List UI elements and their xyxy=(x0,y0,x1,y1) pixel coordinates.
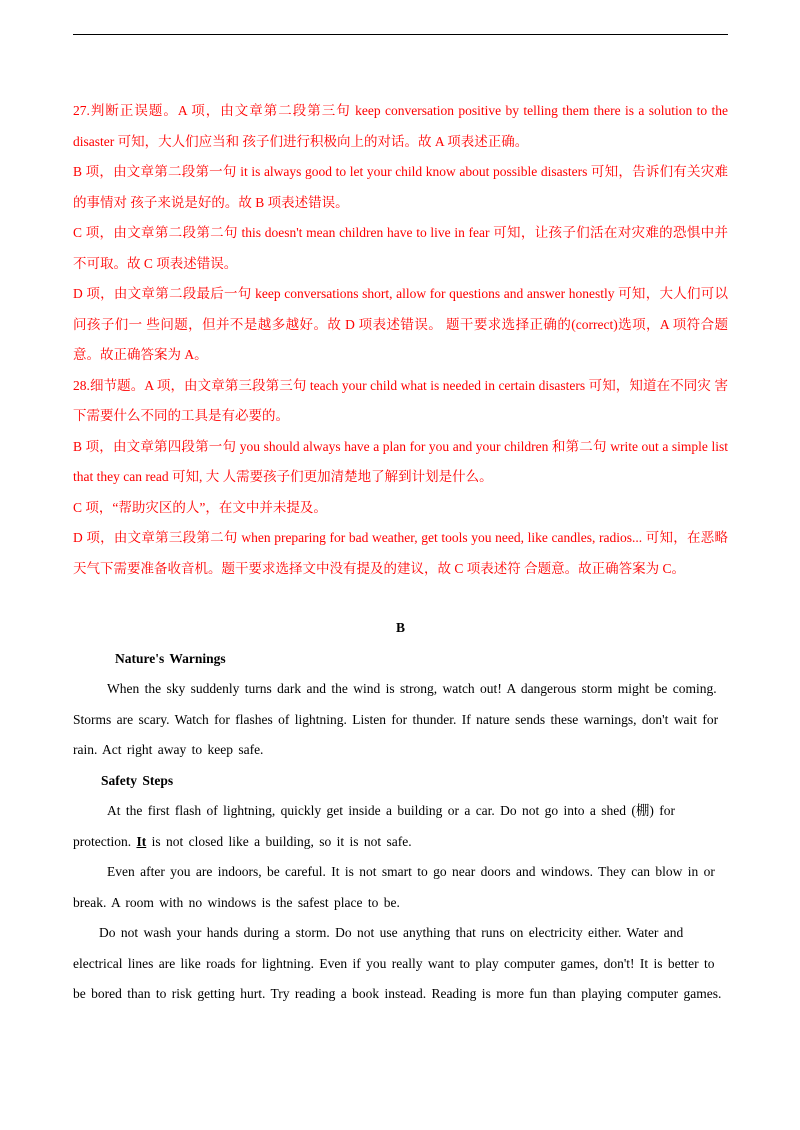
step1-text-before: At the first flash of lightning, quickly get inside a building or a car. Do not go into a shed (棚) for protection. xyxy=(73,803,676,849)
answer-27-a: 27.判断正误题。A 项，由文章第二段第三句 keep conversation positive by telling them there is a solution to the disaster 可知，大人们应当和 孩子们进行积极向上的对话。故 A 项表述正确。 xyxy=(73,103,728,149)
section-subtitle: Safety Steps xyxy=(101,772,174,788)
underlined-word: It xyxy=(136,833,147,849)
answer-27-b: B 项，由文章第二段第一句 it is always good to let your child know about possible disasters 可知，告诉们有关灾难的事情对 孩子来说是好的。故 B 项表述错误。 xyxy=(73,164,728,210)
answer-27-d: D 项，由文章第二段最后一句 keep conversations short, allow for questions and answer honestly 可知，大人们可以问孩子们一 些问题，但并不是越多越好。故 D 项表述错误。 题干要求选择正确的(correct)选项，A 项符合题 意。故正确答案为 A。 xyxy=(73,286,728,362)
step-paragraph-1 xyxy=(73,796,728,857)
answer-28-b: B 项，由文章第四段第一句 you should always have a plan for you and your children 和第二句 write out a simple list that they can read 可知, 大 人需要孩子们更加清楚地了解到计划是什么。 xyxy=(73,438,728,484)
reading-passage xyxy=(73,613,728,1010)
answer-28-d: D 项，由文章第三段第二句 when preparing for bad weather, get tools you need, like candles, radios... 可知，在恶略天气下需要准备收音机。题干要求选择文中没有提及的建议，故 C 项表述符 合题意。故正确答案为 C。 xyxy=(73,530,728,576)
step1-text-after: is not closed like a building, so it is not safe. xyxy=(146,833,412,849)
answer-28-c: C 项，“帮助灾区的人”，在文中并未提及。 xyxy=(73,499,327,515)
article-title: Nature's Warnings xyxy=(115,650,226,666)
step-paragraph-3: Do not wash your hands during a storm. Do not use anything that runs on electricity either. Water and electrical lines are like roads for lightning. Even if you really want to play computer games, don't! It is better to be bored than to risk getting hurt. Try reading a book instead. Reading is more fun than playing computer games. xyxy=(73,925,722,1001)
header-rule xyxy=(73,34,728,35)
intro-paragraph: When the sky suddenly turns dark and the wind is strong, watch out! A dangerous storm might be coming. Storms are scary. Watch for flashes of lightning. Listen for thunder. If nature sends these warnings, don't wait for rain. Act right away to keep safe. xyxy=(73,681,719,757)
step-paragraph-2: Even after you are indoors, be careful. It is not smart to go near doors and windows. They can blow in or break. A room with no windows is the safest place to be. xyxy=(73,864,715,910)
answer-explanations xyxy=(73,96,728,584)
answer-28-a: 28.细节题。A 项，由文章第三段第三句 teach your child what is needed in certain disasters 可知，知道在不同灾 害下需要什么不同的工具是有必要的。 xyxy=(73,377,728,423)
section-letter: B xyxy=(395,620,405,635)
answer-27-c: C 项，由文章第二段第二句 this doesn't mean children have to live in fear 可知，让孩子们活在对灾难的恐惧中并不可取。故 C 项表述错误。 xyxy=(73,225,728,271)
